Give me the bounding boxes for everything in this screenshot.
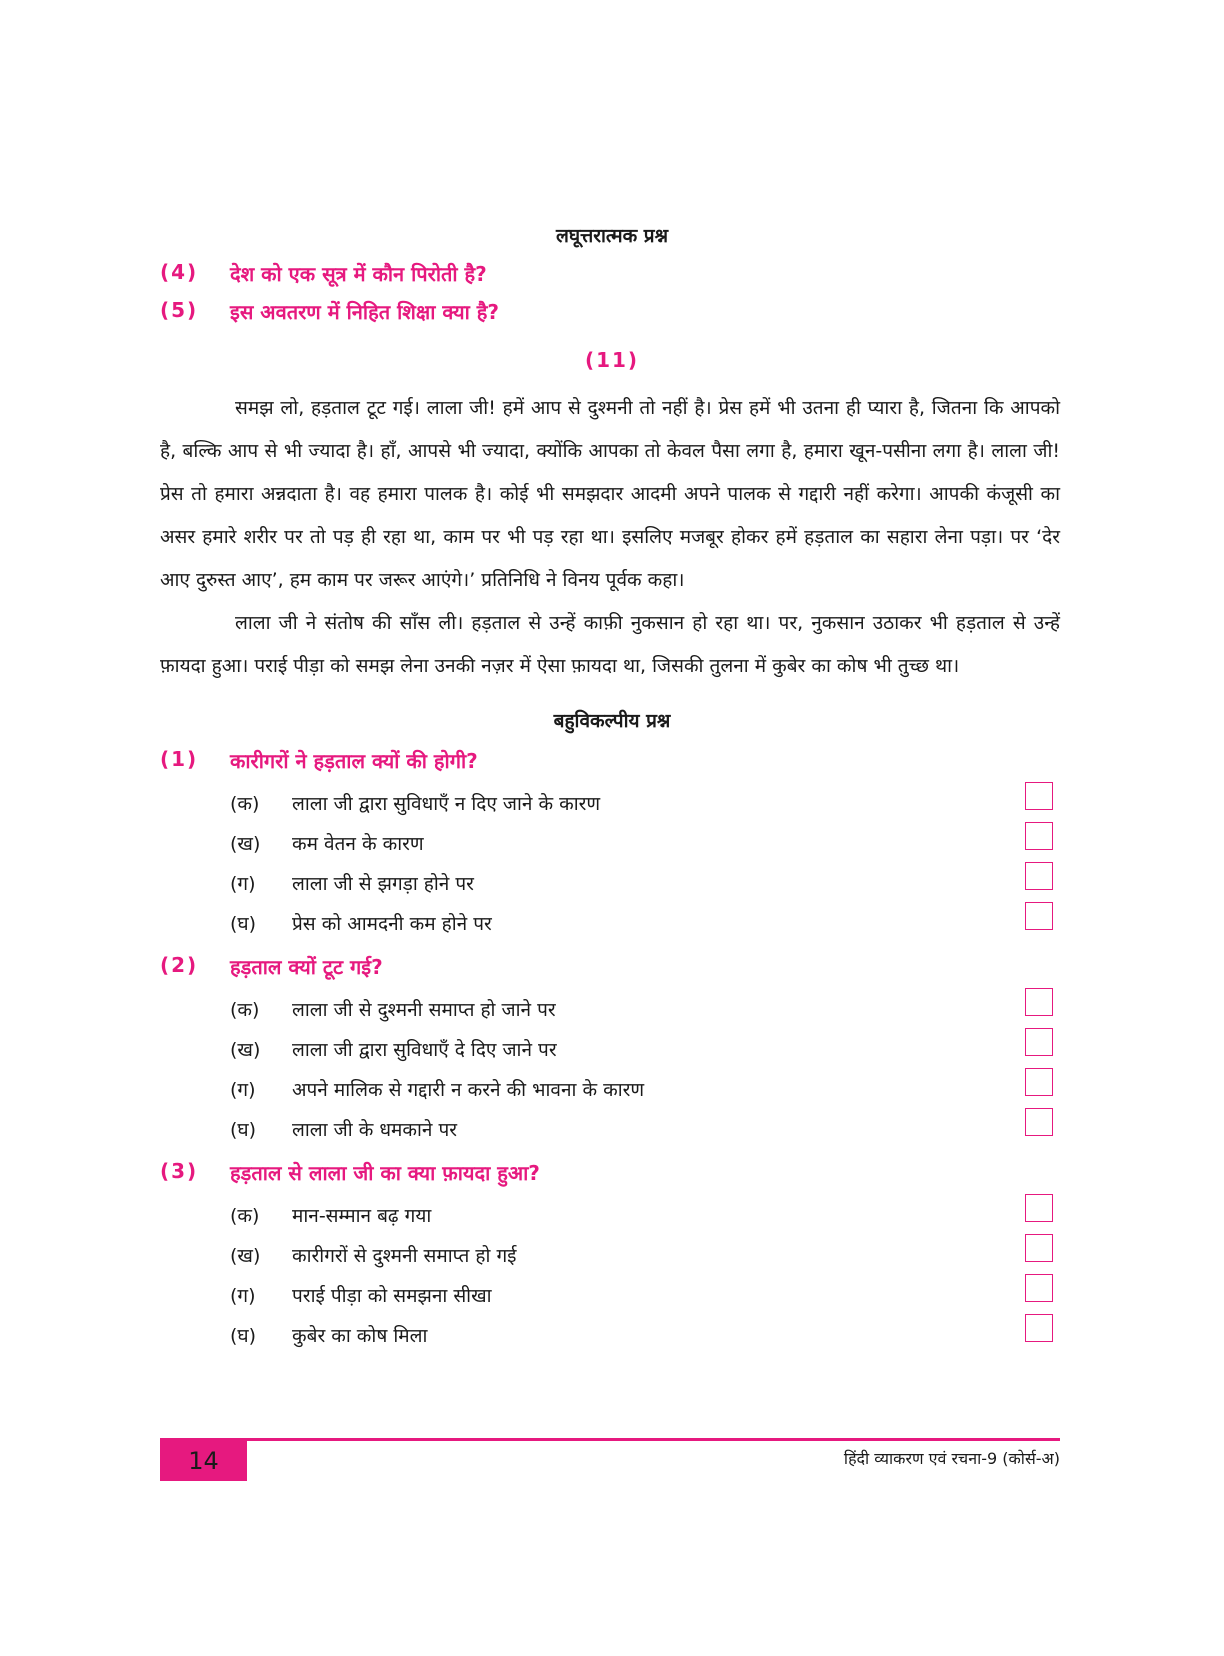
option-number: (घ) [230,1119,257,1141]
option-row [230,1282,1060,1316]
option-number: (घ) [230,1325,257,1347]
passage-paragraph-2: लाला जी ने संतोष की साँस ली। हड़ताल से उन्हें काफ़ी नुकसान हो रहा था। पर, नुकसान उठाकर भी हड़ताल से उन्हें फ़ायदा हुआ। पराई पीड़ा को समझ लेना उनकी नज़र में ऐसा फ़ायदा था, जिसकी तुलना में कुबेर का कोष भी तुच्छ था। [160,612,1060,677]
option-text: अपने मालिक से गद्दारी न करने की भावना के कारण [292,1079,645,1101]
page-number: 14 [160,1441,247,1481]
passage-number: (11) [584,348,640,372]
option-row [230,1036,1060,1070]
question-text: हड़ताल से लाला जी का क्या फ़ायदा हुआ? [230,1161,540,1185]
option-number: (क) [230,999,260,1021]
option-number: (ख) [230,1039,261,1061]
answer-checkbox[interactable] [1025,822,1053,850]
option-row [230,996,1060,1030]
option-number: (घ) [230,913,257,935]
answer-checkbox[interactable] [1025,1068,1053,1096]
option-text: लाला जी से दुश्मनी समाप्त हो जाने पर [292,999,556,1021]
answer-checkbox[interactable] [1025,902,1053,930]
option-text: पराई पीड़ा को समझना सीखा [292,1285,492,1307]
option-number: (ग) [230,1079,256,1101]
option-row [230,1076,1060,1110]
answer-checkbox[interactable] [1025,862,1053,890]
option-number: (क) [230,1205,260,1227]
option-text: लाला जी से झगड़ा होने पर [292,873,474,895]
answer-checkbox[interactable] [1025,1274,1053,1302]
option-number: (ख) [230,1245,261,1267]
option-row [230,1242,1060,1276]
question-text: हड़ताल क्यों टूट गई? [230,955,383,979]
section-heading-mcq: बहुविकल्पीय प्रश्न [553,710,671,732]
section-heading-short-answer: लघूत्तरात्मक प्रश्न [555,225,669,247]
question-text: कारीगरों ने हड़ताल क्यों की होगी? [230,749,478,773]
question-number: (4) [160,260,199,284]
question-number: (1) [160,747,199,771]
option-row [230,1202,1060,1236]
option-row [230,790,1060,824]
option-row [230,1322,1060,1356]
question-text: देश को एक सूत्र में कौन पिरोती है? [230,262,487,286]
question-number: (3) [160,1159,199,1183]
book-title: हिंदी व्याकरण एवं रचना-9 (कोर्स-अ) [843,1449,1060,1468]
option-number: (ग) [230,873,256,895]
passage-paragraph-1: समझ लो, हड़ताल टूट गई। लाला जी! हमें आप से दुश्मनी तो नहीं है। प्रेस हमें भी उतना ही प्यारा है, जितना कि आपको है, बल्कि आप से भी ज्यादा है। हाँ, आपसे भी ज्यादा, क्योंकि आपका तो केवल पैसा लगा है, हमारा खून-पसीना लगा है। लाला जी! प्रेस तो हमारा अन्नदाता है। वह हमारा पालक है। कोई भी समझदार आदमी अपने पालक से गद्दारी नहीं करेगा। आपकी कंजूसी का असर हमारे शरीर पर तो पड़ ही रहा था, काम पर भी पड़ रहा था। इसलिए मजबूर होकर हमें हड़ताल का सहारा लेना पड़ा। पर ‘देर आए दुरुस्त आए’, हम काम पर जरूर आएंगे।’ प्रतिनिधि ने विनय पूर्वक कहा। [160,397,1060,591]
answer-checkbox[interactable] [1025,782,1053,810]
option-text: कुबेर का कोष मिला [292,1325,428,1347]
question-number: (2) [160,953,199,977]
footer-rule [160,1438,1060,1441]
answer-checkbox[interactable] [1025,1194,1053,1222]
option-text: कारीगरों से दुश्मनी समाप्त हो गई [292,1245,517,1267]
option-number: (ख) [230,833,261,855]
option-text: लाला जी द्वारा सुविधाएँ न दिए जाने के कारण [292,793,601,815]
option-text: प्रेस को आमदनी कम होने पर [292,913,492,935]
option-row [230,830,1060,864]
answer-checkbox[interactable] [1025,988,1053,1016]
question-text: इस अवतरण में निहित शिक्षा क्या है? [230,300,499,324]
answer-checkbox[interactable] [1025,1028,1053,1056]
answer-checkbox[interactable] [1025,1314,1053,1342]
option-row [230,1116,1060,1150]
option-number: (ग) [230,1285,256,1307]
option-text: कम वेतन के कारण [292,833,424,855]
option-row [230,910,1060,944]
option-text: लाला जी द्वारा सुविधाएँ दे दिए जाने पर [292,1039,557,1061]
option-row [230,870,1060,904]
option-text: मान-सम्मान बढ़ गया [292,1205,432,1227]
option-number: (क) [230,793,260,815]
option-text: लाला जी के धमकाने पर [292,1119,458,1141]
answer-checkbox[interactable] [1025,1234,1053,1262]
answer-checkbox[interactable] [1025,1108,1053,1136]
question-number: (5) [160,298,199,322]
